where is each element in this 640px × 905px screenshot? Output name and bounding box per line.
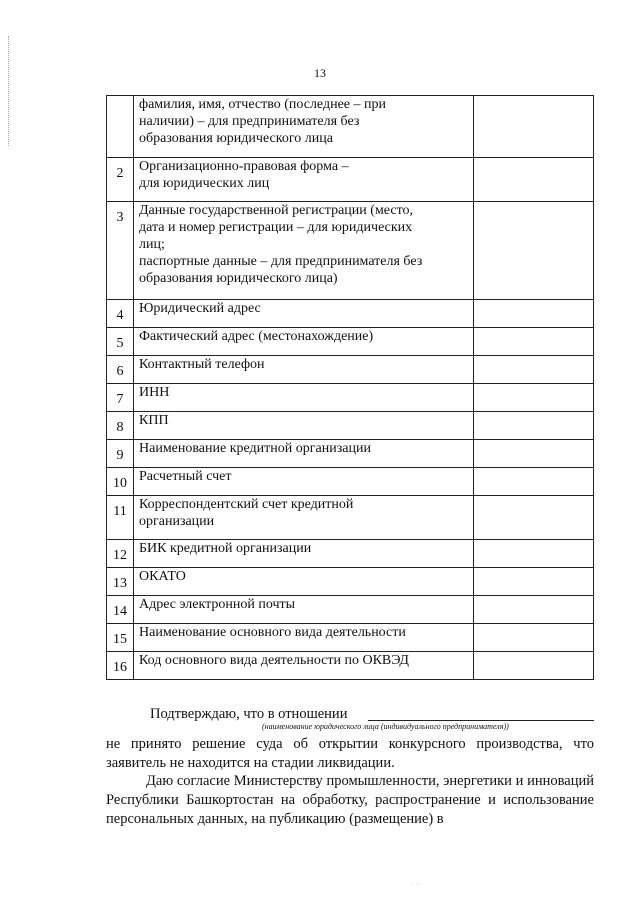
row-label-line: для юридических лиц (139, 176, 270, 191)
row-label (134, 328, 474, 356)
table-row (107, 328, 594, 356)
row-number (107, 356, 134, 384)
row-number (107, 96, 134, 158)
row-number-text: 6 (116, 364, 124, 379)
table-row (107, 440, 594, 468)
table-row (107, 384, 594, 412)
row-number-text: 2 (116, 166, 124, 181)
row-number-text: 9 (116, 448, 124, 463)
row-label (134, 384, 474, 412)
table-row (107, 96, 594, 158)
page-number: 13 (314, 66, 326, 80)
row-label-line: Фактический адрес (местонахождение) (139, 329, 374, 344)
row-label (134, 158, 474, 202)
row-number (107, 328, 134, 356)
row-value-field[interactable] (474, 300, 594, 328)
row-number-text: 8 (116, 420, 124, 435)
row-label (134, 300, 474, 328)
row-label-line: Данные государственной регистрации (место, (139, 203, 414, 218)
row-number-text: 7 (116, 392, 124, 407)
row-label-line: наличии) – для предпринимателя без (139, 114, 360, 129)
row-value-field[interactable] (474, 596, 594, 624)
row-value-field[interactable] (474, 496, 594, 540)
row-number-text: 14 (113, 604, 127, 619)
row-label-line: Расчетный счет (139, 469, 232, 484)
row-label-line: Юридический адрес (139, 301, 261, 316)
row-label (134, 468, 474, 496)
row-label-line: ОКАТО (139, 569, 186, 584)
row-label-line: ИНН (139, 385, 170, 400)
row-label-line: паспортные данные – для предпринимателя без (139, 254, 423, 269)
row-value-field[interactable] (474, 356, 594, 384)
row-label (134, 96, 474, 158)
row-label (134, 652, 474, 680)
row-number-text: 15 (113, 632, 127, 647)
row-label-line: БИК кредитной организации (139, 541, 312, 556)
row-label (134, 440, 474, 468)
table-row (107, 300, 594, 328)
blank-caption: (наименование юридического лица (индивидуального предпринимателя)) (262, 722, 509, 731)
row-number-text: 13 (113, 576, 127, 591)
table-row (107, 540, 594, 568)
margin-binding-marks (8, 36, 11, 146)
row-value-field[interactable] (474, 624, 594, 652)
row-number (107, 596, 134, 624)
row-value-field[interactable] (474, 440, 594, 468)
table-row (107, 412, 594, 440)
row-number-text: 10 (113, 476, 127, 491)
row-label-line: фамилия, имя, отчество (последнее – при (139, 97, 386, 112)
row-value-field[interactable] (474, 468, 594, 496)
row-number (107, 468, 134, 496)
row-label (134, 356, 474, 384)
row-number (107, 202, 134, 300)
table-row (107, 468, 594, 496)
row-number-text: 3 (116, 210, 124, 225)
row-label-line: Адрес электронной почты (139, 597, 296, 612)
row-number-text: 16 (113, 660, 127, 675)
row-number-text: 12 (113, 548, 127, 563)
row-label-line: Корреспондентский счет кредитной (139, 497, 354, 512)
row-label-line: образования юридического лица (139, 131, 333, 146)
row-label-line: лиц; (139, 237, 165, 252)
row-number-text: 11 (113, 504, 127, 519)
row-number-text: 5 (116, 336, 124, 351)
row-number (107, 496, 134, 540)
row-number (107, 158, 134, 202)
organization-name-blank (368, 720, 594, 721)
table-row (107, 496, 594, 540)
row-label (134, 412, 474, 440)
row-number (107, 540, 134, 568)
row-label (134, 624, 474, 652)
row-label (134, 202, 474, 300)
row-number (107, 624, 134, 652)
row-value-field[interactable] (474, 202, 594, 300)
row-number (107, 412, 134, 440)
applicant-data-table (106, 95, 594, 680)
row-label (134, 596, 474, 624)
row-value-field[interactable] (474, 652, 594, 680)
row-label (134, 496, 474, 540)
consent-paragraph: Даю согласие Министерству промышленности, энергетики и инноваций Республики Башкортостан на обработку, распространение и использование персональных данных, на публикацию (размещение) в (106, 773, 594, 827)
row-label-line: Организационно-правовая форма – (139, 159, 349, 174)
row-label-line: Наименование кредитной организации (139, 441, 371, 456)
row-label-line: образования юридического лица) (139, 271, 338, 286)
confirm-text: Подтверждаю, что в отношении (150, 706, 348, 722)
row-value-field[interactable] (474, 540, 594, 568)
row-number-text: 4 (116, 308, 124, 323)
no-bankruptcy-statement: не принято решение суда об открытии конкурсного производства, что заявитель не находится на стадии ликвидации. (106, 736, 594, 771)
table-row (107, 158, 594, 202)
row-value-field[interactable] (474, 568, 594, 596)
row-number (107, 440, 134, 468)
row-number (107, 300, 134, 328)
row-label-line: Контактный телефон (139, 357, 265, 372)
row-value-field[interactable] (474, 328, 594, 356)
row-number (107, 652, 134, 680)
row-label (134, 540, 474, 568)
row-label-line: дата и номер регистрации – для юридических (139, 220, 413, 235)
table-row (107, 596, 594, 624)
row-value-field[interactable] (474, 384, 594, 412)
table-row (107, 652, 594, 680)
row-value-field[interactable] (474, 158, 594, 202)
row-label-line: Наименование основного вида деятельности (139, 625, 406, 640)
table-row (107, 202, 594, 300)
row-label-line: организации (139, 514, 215, 529)
row-number (107, 568, 134, 596)
row-label-line: КПП (139, 413, 169, 428)
row-value-field[interactable] (474, 96, 594, 158)
row-label-line: Код основного вида деятельности по ОКВЭД (139, 653, 409, 668)
row-label (134, 568, 474, 596)
table-row (107, 356, 594, 384)
scan-artifact: · · · (412, 882, 421, 888)
table-row (107, 624, 594, 652)
table-row (107, 568, 594, 596)
row-number (107, 384, 134, 412)
row-value-field[interactable] (474, 412, 594, 440)
